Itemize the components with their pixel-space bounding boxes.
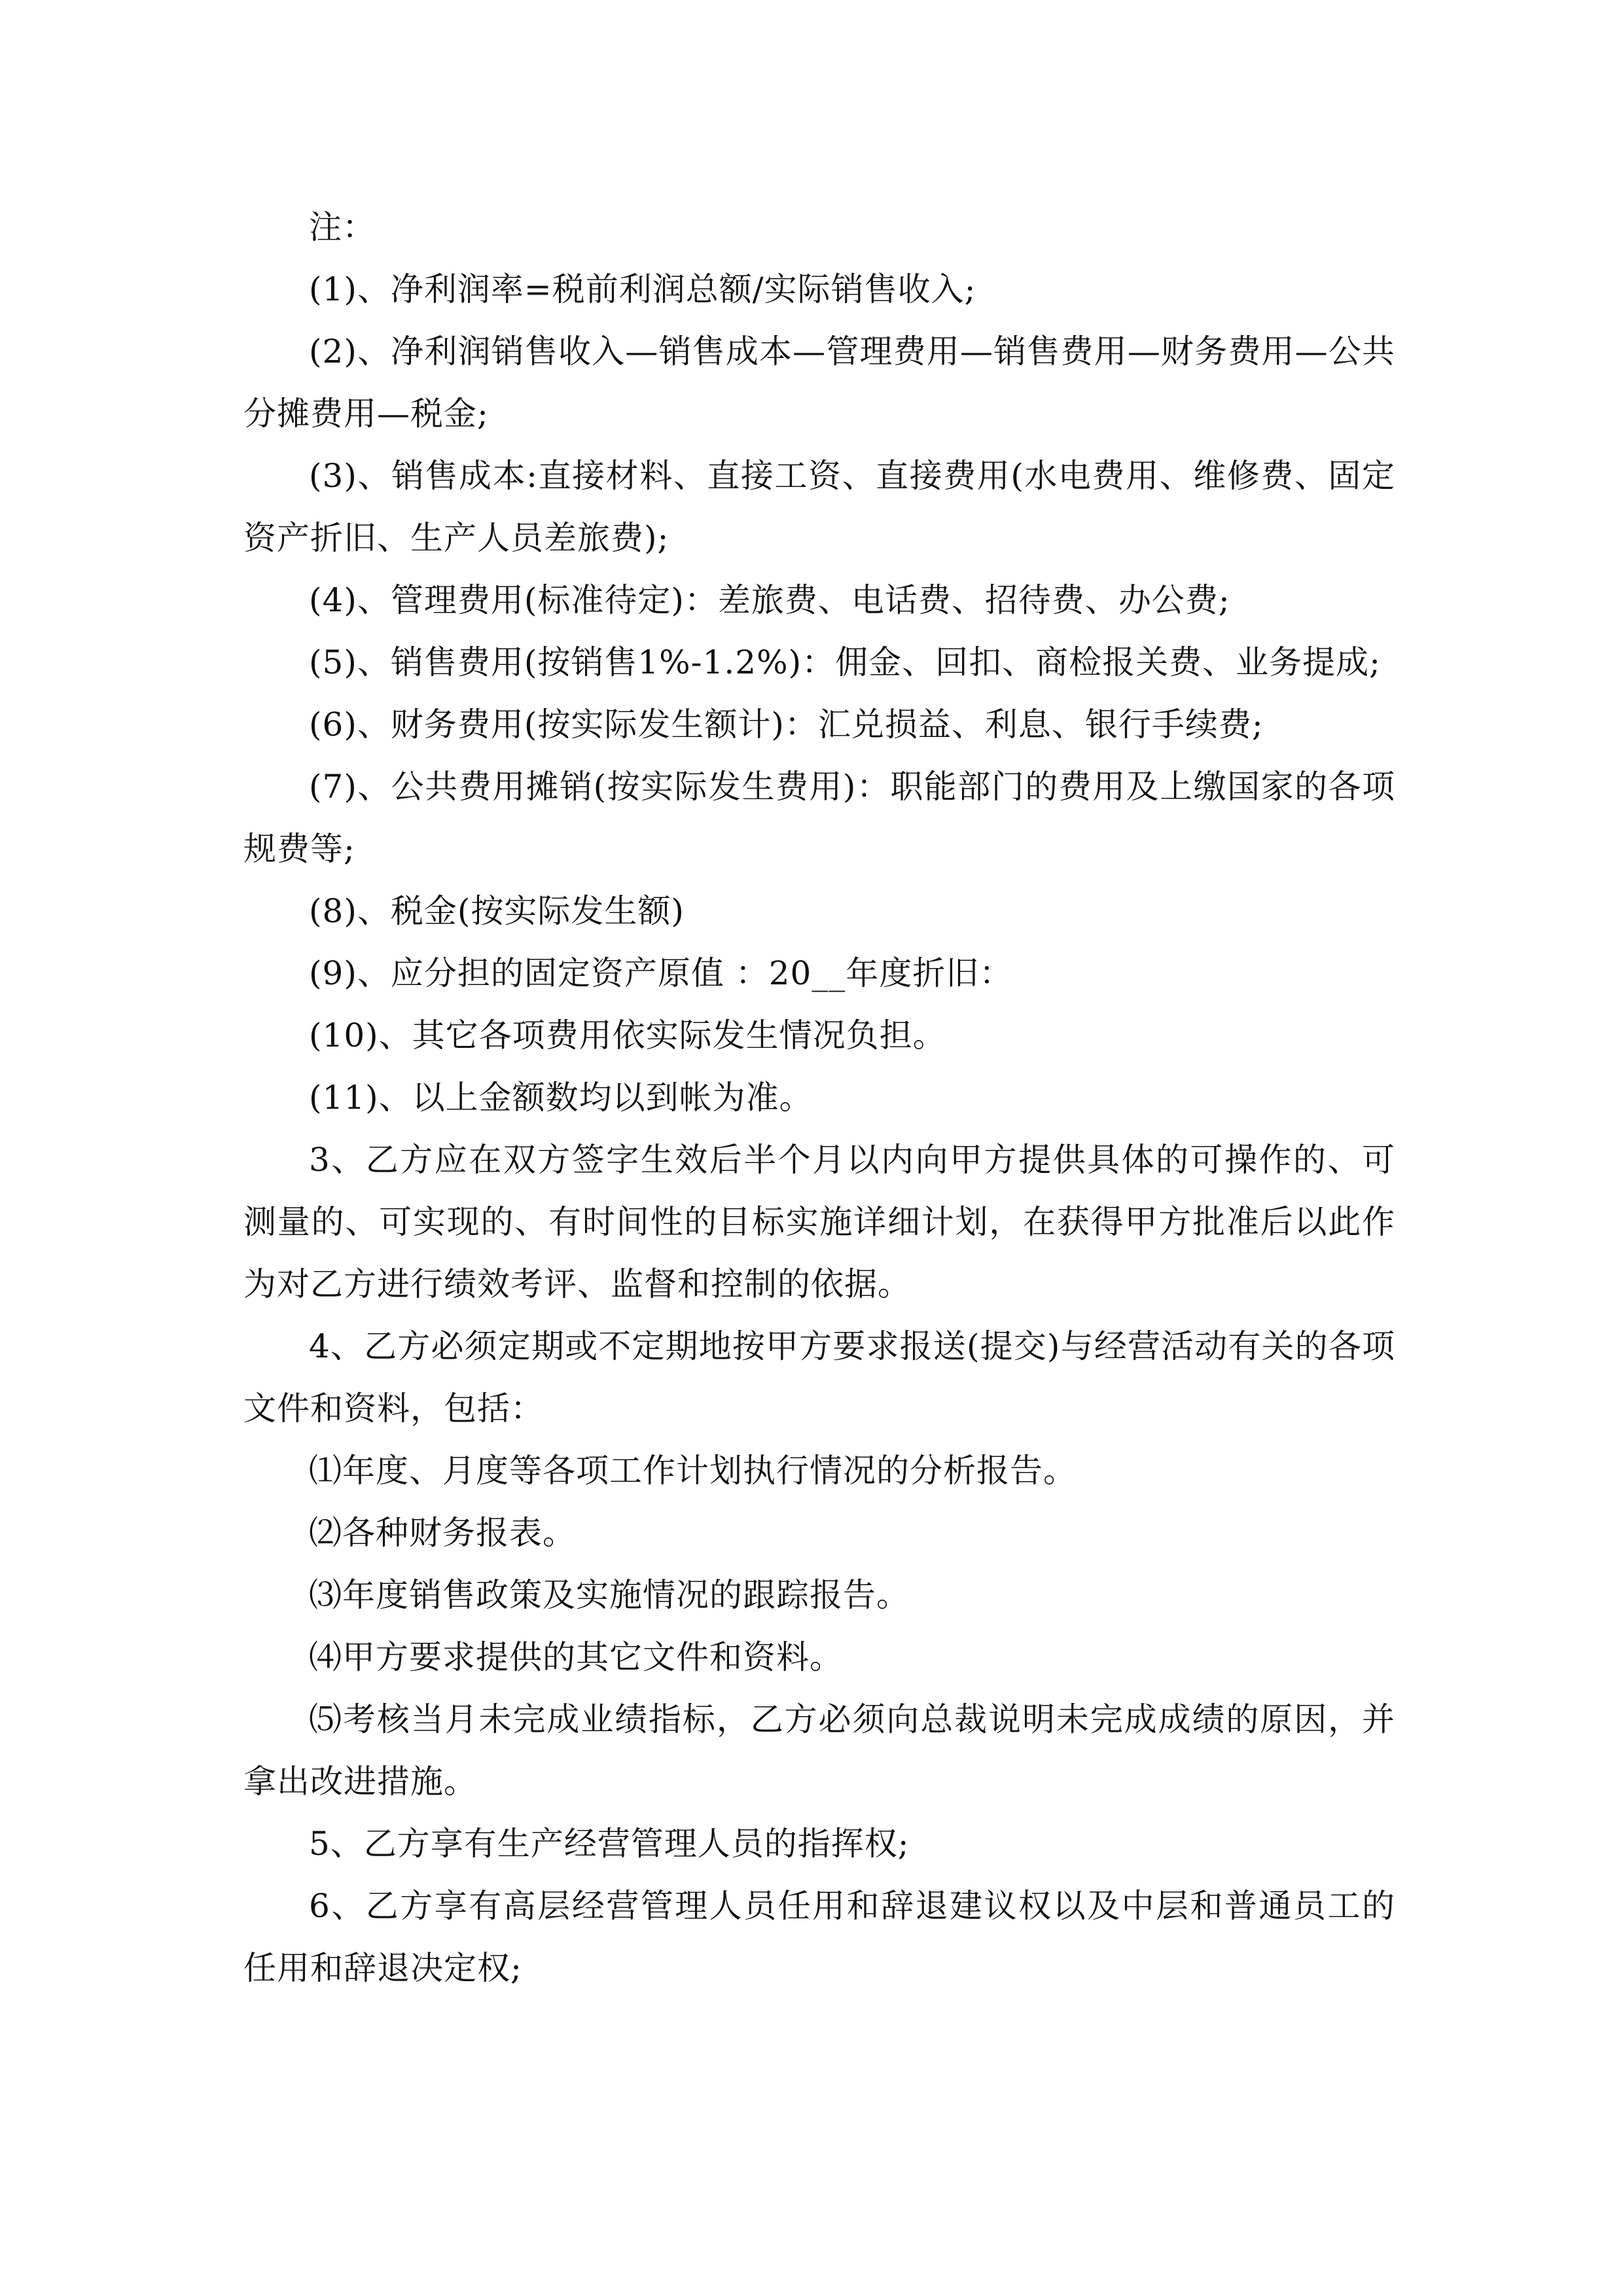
note-item-9: (9)、应分担的固定资产原值 ：20__年度折旧： [309, 954, 1013, 992]
clause-6: 6、乙方享有高层经营管理人员任用和辞退建议权以及中层和普通员工的任用和辞退决定权; [243, 1887, 1395, 1987]
clause-4-item-5: ⑸考核当月未完成业绩指标，乙方必须向总裁说明未完成成绩的原因，并拿出改进措施。 [243, 1700, 1395, 1801]
note-item-1: (1)、净利润率=税前利润总额/实际销售收入; [309, 270, 976, 308]
clause-4-item-3: ⑶年度销售政策及实施情况的跟踪报告。 [309, 1576, 910, 1614]
note-item-2: (2)、净利润销售收入—销售成本—管理费用—销售费用—财务费用—公共分摊费用—税金; [243, 332, 1395, 433]
note-item-7: (7)、公共费用摊销(按实际发生费用)：职能部门的费用及上缴国家的各项规费等; [243, 768, 1395, 868]
clause-4-item-2: ⑵各种财务报表。 [309, 1514, 576, 1552]
note-item-11: (11)、以上金额数均以到帐为准。 [309, 1079, 813, 1117]
note-item-5: (5)、销售费用(按销售1%-1.2%)：佣金、回扣、商检报关费、业务提成; [309, 643, 1381, 681]
note-item-3: (3)、销售成本:直接材料、直接工资、直接费用(水电费用、维修费、固定资产折旧、生产人员差旅费); [243, 457, 1395, 557]
note-item-6: (6)、财务费用(按实际发生额计)：汇兑损益、利息、银行手续费; [309, 706, 1264, 744]
clause-4-item-1: ⑴年度、月度等各项工作计划执行情况的分析报告。 [309, 1452, 1077, 1490]
note-item-8: (8)、税金(按实际发生额) [309, 892, 685, 930]
document-body [243, 196, 1395, 2000]
clause-4: 4、乙方必须定期或不定期地按甲方要求报送(提交)与经营活动有关的各项文件和资料，包括： [243, 1327, 1395, 1427]
clause-3: 3、乙方应在双方签字生效后半个月以内向甲方提供具体的可操作的、可测量的、可实现的、有时间性的目标实施详细计划，在获得甲方批准后以此作为对乙方进行绩效考评、监督和控制的依据。 [243, 1141, 1395, 1303]
note-item-4: (4)、管理费用(标准待定)：差旅费、电话费、招待费、办公费; [309, 581, 1230, 619]
clause-5: 5、乙方享有生产经营管理人员的指挥权; [309, 1825, 910, 1863]
clause-4-item-4: ⑷甲方要求提供的其它文件和资料。 [309, 1638, 843, 1676]
note-item-10: (10)、其它各项费用依实际发生情况负担。 [309, 1016, 946, 1054]
note-heading: 注： [309, 208, 376, 246]
